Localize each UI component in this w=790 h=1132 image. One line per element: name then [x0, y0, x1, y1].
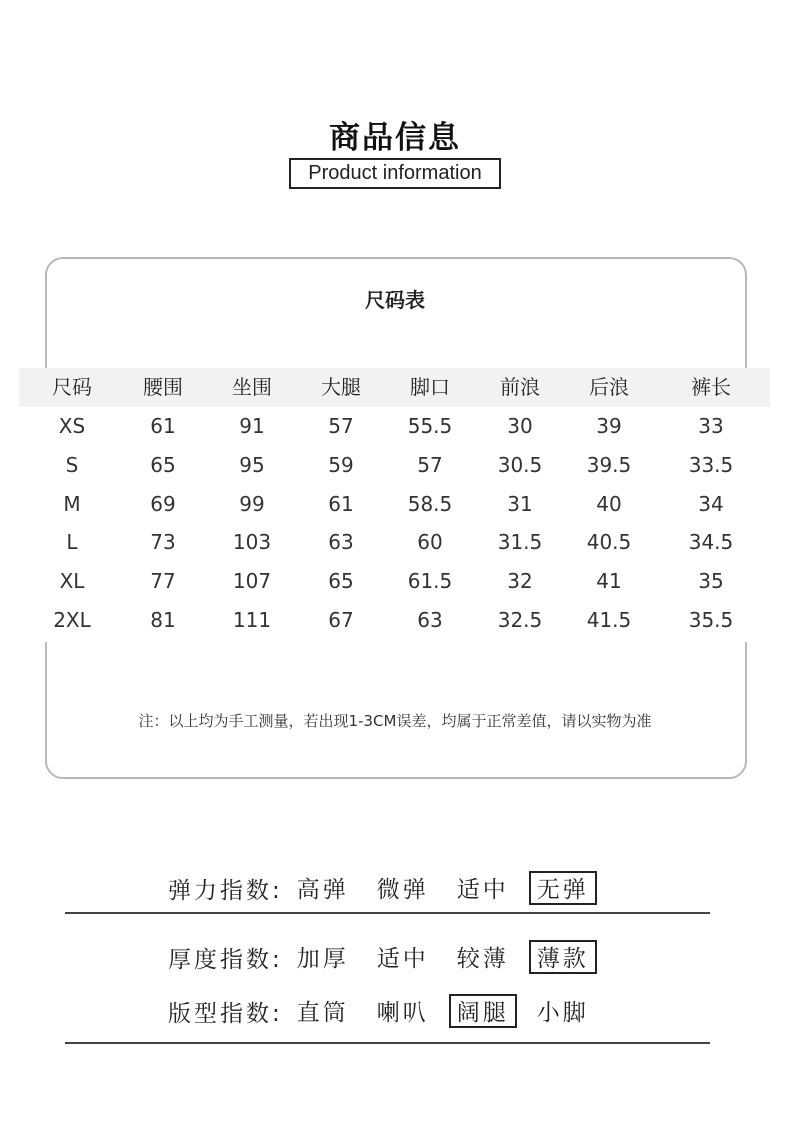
table-cell: 58.5	[407, 491, 453, 516]
table-cell: S	[65, 452, 79, 477]
table-cell: XS	[58, 414, 86, 438]
table-cell: 63	[417, 608, 443, 632]
table-cell: 61	[150, 414, 176, 438]
index-option: 喇叭	[376, 1000, 429, 1026]
table-cell: 55.5	[407, 414, 453, 438]
index-label: 厚度指数:	[168, 946, 283, 973]
index-option-selected: 阔腿	[449, 994, 517, 1028]
page-title: 商品信息	[329, 120, 461, 156]
table-cell: 81	[150, 608, 176, 632]
column-header: 脚口	[410, 375, 450, 399]
table-cell: 61	[328, 491, 354, 516]
table-cell: 77	[150, 569, 176, 594]
table-cell: 61.5	[407, 569, 453, 594]
divider-top	[65, 912, 710, 914]
table-cell: 111	[232, 608, 272, 632]
index-option: 较薄	[456, 946, 509, 972]
table-cell: 57	[328, 414, 354, 438]
table-cell: 95	[239, 452, 265, 477]
index-option-selected: 无弹	[529, 871, 597, 905]
table-cell: 69	[150, 491, 176, 516]
index-option: 直筒	[296, 1000, 349, 1026]
table-cell: 60	[417, 530, 443, 555]
index-option: 适中	[456, 877, 509, 903]
table-cell: 35.5	[688, 608, 734, 632]
table-cell: 30	[507, 414, 533, 438]
index-option: 微弹	[376, 877, 429, 903]
table-cell: 99	[239, 491, 265, 516]
table-row	[19, 446, 770, 485]
table-cell: 34.5	[688, 530, 734, 555]
table-cell: 2XL	[53, 608, 91, 632]
column-header: 前浪	[500, 375, 540, 399]
table-cell: 40	[596, 491, 622, 516]
table-cell: 30.5	[497, 452, 543, 477]
table-cell: 41	[596, 569, 622, 594]
table-cell: 39	[596, 414, 622, 438]
column-header: 腰围	[143, 375, 183, 399]
table-cell: 33	[698, 414, 724, 438]
size-table	[19, 368, 770, 642]
index-option-selected: 薄款	[529, 940, 597, 974]
table-cell: 35	[698, 569, 724, 594]
measurement-note: 注：以上均为手工测量，若出现1-3CM误差，均属于正常差值，请以实物为准	[138, 712, 652, 730]
table-cell: 33.5	[688, 452, 734, 477]
table-cell: 31.5	[497, 530, 543, 555]
table-cell: 103	[232, 530, 272, 555]
table-row	[19, 523, 770, 562]
table-cell: 65	[150, 452, 176, 477]
index-label: 版型指数:	[168, 1000, 283, 1027]
table-cell: 39.5	[586, 452, 632, 477]
column-header: 大腿	[321, 375, 361, 399]
table-row	[19, 485, 770, 524]
table-cell: 40.5	[586, 530, 632, 555]
size-chart-title: 尺码表	[365, 288, 425, 312]
page-subtitle: Product information	[289, 158, 501, 189]
table-cell: 67	[328, 608, 354, 632]
table-row	[19, 601, 770, 640]
index-row	[168, 991, 609, 1031]
table-row	[19, 407, 770, 446]
index-option: 高弹	[296, 877, 349, 903]
table-cell: 65	[328, 569, 354, 594]
table-cell: 34	[698, 491, 724, 516]
index-option: 适中	[376, 946, 429, 972]
index-label: 弹力指数:	[168, 877, 283, 904]
table-cell: 41.5	[586, 608, 632, 632]
table-cell: L	[66, 530, 78, 555]
column-header: 裤长	[691, 375, 731, 399]
table-header-row	[19, 368, 770, 407]
table-cell: 73	[150, 530, 176, 555]
table-cell: M	[63, 491, 81, 516]
column-header: 坐围	[232, 375, 272, 399]
index-option: 小脚	[536, 1000, 589, 1026]
table-row	[19, 562, 770, 601]
table-cell: 57	[417, 452, 443, 477]
table-cell: 91	[239, 414, 265, 438]
index-row	[168, 937, 609, 977]
table-cell: 31	[507, 491, 533, 516]
table-cell: 32	[507, 569, 533, 594]
divider-bottom	[65, 1042, 710, 1044]
table-cell: 59	[328, 452, 354, 477]
table-cell: XL	[59, 569, 85, 594]
index-option: 加厚	[296, 946, 349, 972]
column-header: 后浪	[589, 375, 629, 399]
index-row	[168, 868, 609, 908]
table-cell: 32.5	[497, 608, 543, 632]
column-header: 尺码	[52, 375, 92, 399]
table-cell: 63	[328, 530, 354, 555]
table-cell: 107	[232, 569, 272, 594]
